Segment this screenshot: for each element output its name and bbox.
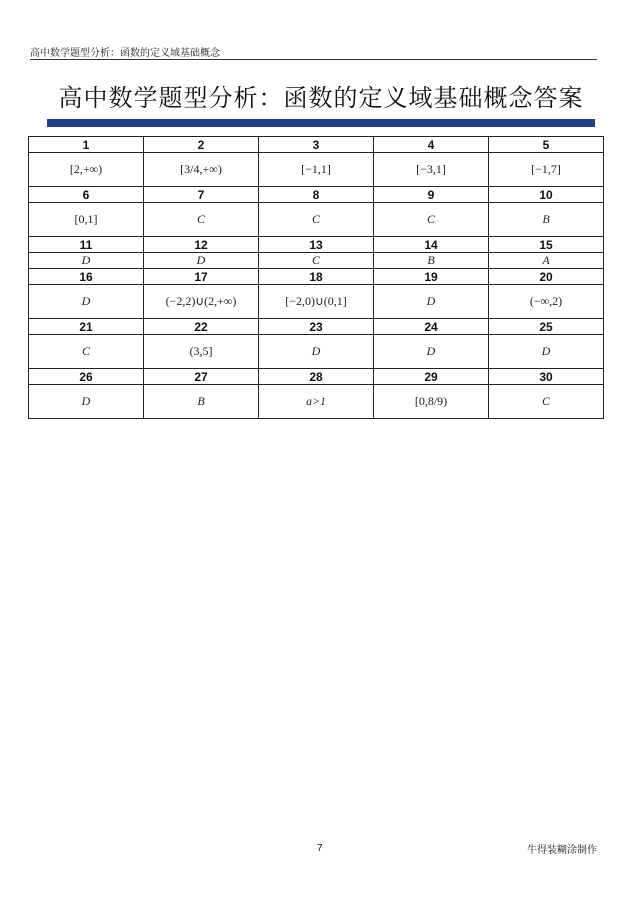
answer-cell: [−2,0)∪(0,1] [259, 285, 374, 319]
question-number-cell: 26 [29, 369, 144, 385]
question-number-cell: 28 [259, 369, 374, 385]
question-number-row [29, 319, 604, 335]
question-number-cell: 12 [144, 237, 259, 253]
answer-cell: C [374, 203, 489, 237]
title-underline-bar [47, 119, 595, 127]
question-number-row [29, 237, 604, 253]
question-number-cell: 8 [259, 187, 374, 203]
answer-cell: [3/4,+∞) [144, 153, 259, 187]
answer-cell: [−1,1] [259, 153, 374, 187]
answer-cell: [−3,1] [374, 153, 489, 187]
question-number-cell: 11 [29, 237, 144, 253]
answer-cell: C [29, 335, 144, 369]
question-number-cell: 2 [144, 137, 259, 153]
answer-cell: C [489, 385, 604, 419]
answer-cell: [−1,7] [489, 153, 604, 187]
question-number-cell: 9 [374, 187, 489, 203]
answer-cell: B [374, 253, 489, 269]
running-head: 高中数学题型分析：函数的定义域基础概念 [30, 48, 220, 59]
answer-cell: [0,8/9) [374, 385, 489, 419]
header-rule [30, 59, 597, 60]
footer-credit: 牛得装糊涂制作 [527, 845, 597, 856]
question-number-cell: 30 [489, 369, 604, 385]
answer-cell: D [29, 285, 144, 319]
answer-row [29, 285, 604, 319]
question-number-cell: 21 [29, 319, 144, 335]
answer-cell: D [29, 253, 144, 269]
answer-row [29, 253, 604, 269]
question-number-cell: 7 [144, 187, 259, 203]
question-number-cell: 27 [144, 369, 259, 385]
question-number-cell: 15 [489, 237, 604, 253]
answer-cell: [2,+∞) [29, 153, 144, 187]
answer-cell: D [374, 335, 489, 369]
answer-row [29, 203, 604, 237]
question-number-cell: 13 [259, 237, 374, 253]
answer-cell: (−∞,2) [489, 285, 604, 319]
question-number-cell: 19 [374, 269, 489, 285]
answer-table [28, 136, 604, 419]
answer-cell: D [259, 335, 374, 369]
question-number-row [29, 187, 604, 203]
answer-row [29, 335, 604, 369]
question-number-cell: 18 [259, 269, 374, 285]
question-number-cell: 14 [374, 237, 489, 253]
question-number-cell: 20 [489, 269, 604, 285]
question-number-cell: 5 [489, 137, 604, 153]
page-title: 高中数学题型分析：函数的定义域基础概念答案 [58, 84, 584, 112]
answer-row [29, 153, 604, 187]
question-number-cell: 17 [144, 269, 259, 285]
answer-cell: D [374, 285, 489, 319]
answer-cell: C [259, 203, 374, 237]
answer-cell: D [489, 335, 604, 369]
question-number-cell: 6 [29, 187, 144, 203]
answer-cell: C [144, 203, 259, 237]
answer-cell: D [29, 385, 144, 419]
question-number-cell: 4 [374, 137, 489, 153]
answer-cell: (−2,2)∪(2,+∞) [144, 285, 259, 319]
question-number-row [29, 137, 604, 153]
answer-row [29, 385, 604, 419]
question-number-row [29, 369, 604, 385]
question-number-cell: 24 [374, 319, 489, 335]
question-number-cell: 10 [489, 187, 604, 203]
answer-cell: B [144, 385, 259, 419]
page-number: 7 [317, 843, 323, 854]
answer-cell: [0,1] [29, 203, 144, 237]
question-number-cell: 3 [259, 137, 374, 153]
answer-cell: a>1 [259, 385, 374, 419]
question-number-cell: 25 [489, 319, 604, 335]
answer-cell: A [489, 253, 604, 269]
answer-cell: B [489, 203, 604, 237]
answer-cell: D [144, 253, 259, 269]
answer-cell: C [259, 253, 374, 269]
question-number-cell: 1 [29, 137, 144, 153]
answer-cell: (3,5] [144, 335, 259, 369]
question-number-cell: 16 [29, 269, 144, 285]
question-number-cell: 29 [374, 369, 489, 385]
question-number-row [29, 269, 604, 285]
question-number-cell: 22 [144, 319, 259, 335]
question-number-cell: 23 [259, 319, 374, 335]
